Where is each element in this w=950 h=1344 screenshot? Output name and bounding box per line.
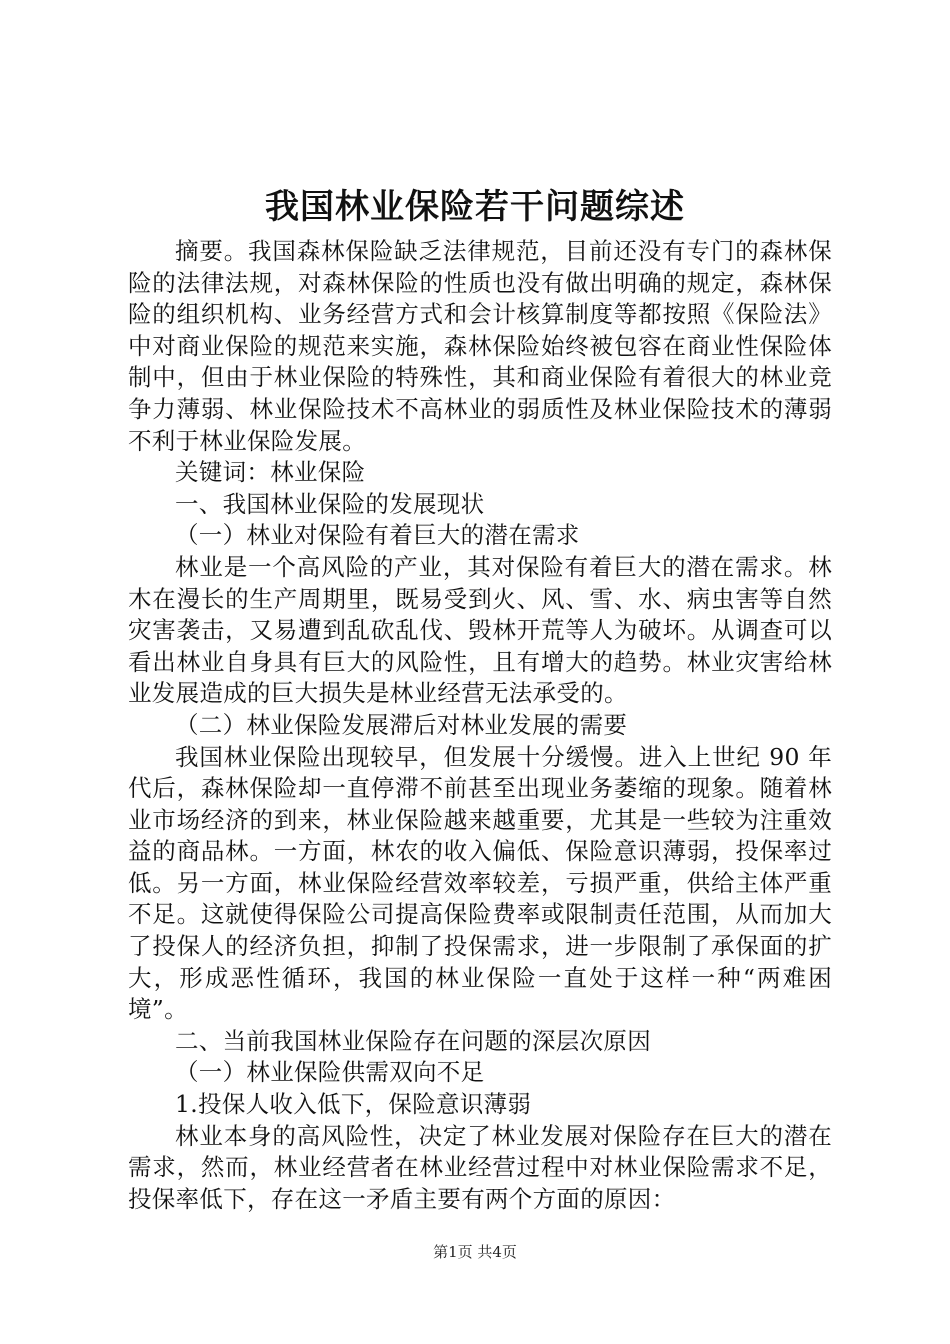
abstract-paragraph: 摘要。我国森林保险缺乏法律规范，目前还没有专门的森林保险的法律法规，对森林保险的性质也没有做出明确的规定，森林保险的组织机构、业务经营方式和会计核算制度等都按照《保险法》中对商业保险的规范来实施，森林保险始终被包容在商业性保险体制中，但由于林业保险的特殊性，其和商业保险有着很大的林业竞争力薄弱、林业保险技术不高林业的弱质性及林业保险技术的薄弱不利于林业保险发展。 (128, 237, 832, 455)
subsection-heading-1-1: （一）林业对保险有着巨大的潜在需求 (175, 521, 580, 550)
keywords-line: 关键词：林业保险 (175, 458, 366, 487)
subsection-heading-2-1: （一）林业保险供需双向不足 (175, 1058, 485, 1087)
body-paragraph: 我国林业保险出现较早，但发展十分缓慢。进入上世纪 90 年代后，森林保险却一直停滞不前甚至出现业务萎缩的现象。随着林业市场经济的到来，林业保险越来越重要，尤其是一些较为注重效益的商品林。一方面，林农的收入偏低、保险意识薄弱，投保率过低。另一方面，林业保险经营效率较差，亏损严重，供给主体严重不足。这就使得保险公司提高保险费率或限制责任范围，从而加大了投保人的经济负担，抑制了投保需求，进一步限制了承保面的扩大，形成恶性循环，我国的林业保险一直处于这样一种“两难困境”。 (128, 742, 832, 1024)
subsection-heading-1-2: （二）林业保险发展滞后对林业发展的需要 (175, 710, 628, 739)
section-heading-2: 二、当前我国林业保险存在问题的深层次原因 (175, 1026, 651, 1055)
body-paragraph: 林业是一个高风险的产业，其对保险有着巨大的潜在需求。林木在漫长的生产周期里，既易受到火、风、雪、水、病虫害等自然灾害袭击，又易遭到乱砍乱伐、毁林开荒等人为破坏。从调查可以看出林业自身具有巨大的风险性，且有增大的趋势。林业灾害给林业发展造成的巨大损失是林业经营无法承受的。 (128, 552, 832, 708)
numbered-heading-1: 1.投保人收入低下，保险意识薄弱 (175, 1090, 532, 1119)
document-title: 我国林业保险若干问题综述 (265, 187, 685, 227)
document-body (128, 236, 832, 1215)
section-heading-1: 一、我国林业保险的发展现状 (175, 489, 485, 518)
body-paragraph: 林业本身的高风险性，决定了林业发展对保险存在巨大的潜在需求，然而，林业经营者在林业经营过程中对林业保险需求不足，投保率低下，存在这一矛盾主要有两个方面的原因： (128, 1121, 832, 1213)
page-footer: 第1页 共4页 (433, 1243, 517, 1261)
